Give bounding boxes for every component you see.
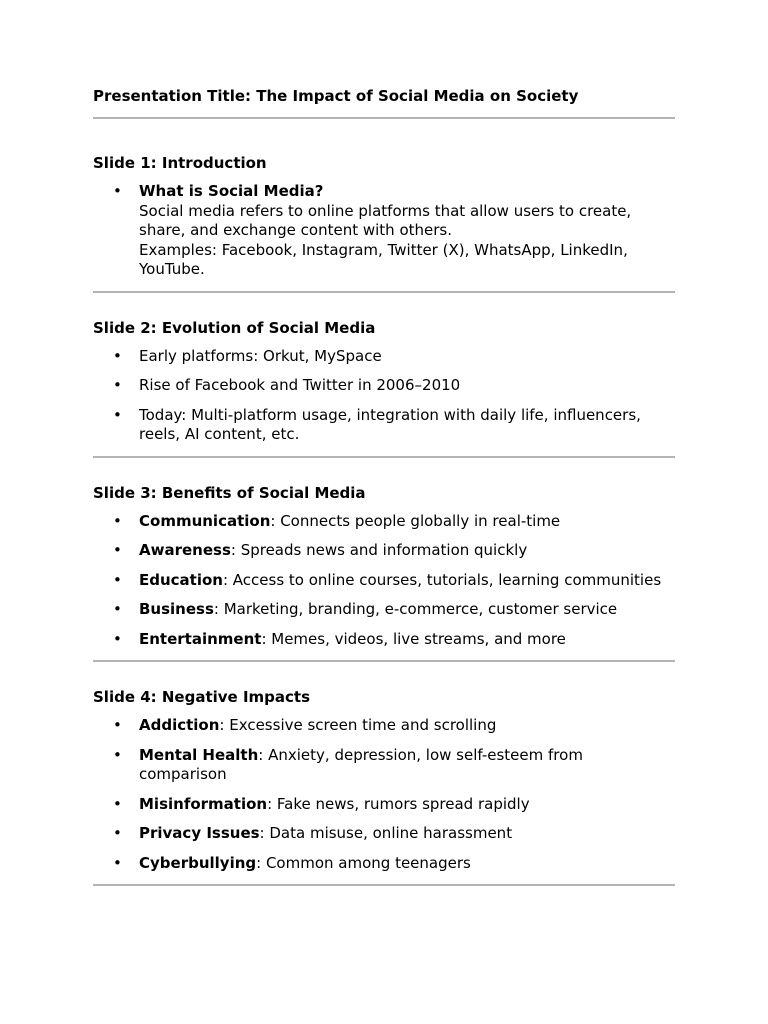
list-item-term: Mental Health	[139, 745, 259, 764]
list-item-term: Communication	[139, 511, 271, 530]
list-item-text: : Access to online courses, tutorials, learning communities	[222, 570, 662, 589]
slide-1-list	[93, 182, 675, 280]
slide-3-section	[93, 483, 675, 663]
slide-3-list	[93, 512, 675, 650]
list-item-text: Today: Multi-platform usage, integration with daily life, influencers, reels, AI content, etc.	[139, 405, 641, 443]
list-item-text: : Common among teenagers	[256, 853, 471, 872]
list-item-text: : Fake news, rumors spread rapidly	[267, 794, 530, 813]
list-item-text: : Excessive screen time and scrolling	[219, 716, 497, 734]
list-item	[93, 854, 675, 874]
slide-4-section	[93, 687, 675, 886]
section-divider	[93, 660, 675, 662]
title-divider	[93, 117, 675, 119]
slide-4-heading: Slide 4: Negative Impacts	[93, 688, 311, 706]
slide-2-list	[93, 347, 675, 445]
list-item-term: Misinformation	[139, 794, 268, 813]
bullet-icon: •	[113, 745, 122, 764]
slide-1-section	[93, 153, 675, 293]
list-item	[93, 795, 675, 815]
bullet-icon: •	[113, 182, 122, 200]
list-item	[93, 746, 675, 785]
section-divider	[93, 456, 675, 458]
section-divider	[93, 291, 675, 293]
list-item-text: : Anxiety, depression, low self-esteem from comparison	[139, 745, 583, 783]
bullet-icon: •	[113, 600, 122, 618]
slide-2-heading: Slide 2: Evolution of Social Media	[93, 318, 376, 337]
bullet-icon: •	[113, 716, 122, 734]
list-item	[93, 630, 675, 650]
list-item-term: Privacy Issues	[139, 824, 260, 842]
list-item-term: Addiction	[139, 716, 220, 734]
list-item-text: : Connects people globally in real-time	[270, 511, 561, 530]
list-item-line: YouTube.	[139, 260, 205, 278]
slide-4-list	[93, 716, 675, 873]
bullet-icon: •	[113, 824, 122, 842]
list-item	[93, 600, 675, 620]
list-item-term: Entertainment	[139, 629, 262, 648]
list-item-line: share, and exchange content with others.	[139, 221, 452, 239]
list-item-text: Early platforms: Orkut, MySpace	[139, 346, 382, 365]
slide-2-section	[93, 318, 675, 458]
list-item-text: : Marketing, branding, e-commerce, customer service	[213, 600, 618, 618]
bullet-icon: •	[113, 629, 122, 648]
list-item	[93, 541, 675, 561]
list-item-line: Social media refers to online platforms that allow users to create,	[139, 201, 632, 220]
list-item-term: Awareness	[139, 541, 231, 559]
list-item-term: Cyberbullying	[139, 853, 257, 872]
list-item	[93, 182, 675, 280]
list-item-text: : Memes, videos, live streams, and more	[261, 629, 566, 648]
list-item	[93, 406, 675, 445]
list-item-term: What is Social Media?	[139, 182, 324, 200]
bullet-icon: •	[113, 853, 122, 872]
bullet-icon: •	[113, 794, 122, 813]
list-item-line: Examples: Facebook, Instagram, Twitter (X), WhatsApp, LinkedIn,	[139, 240, 628, 259]
list-item	[93, 716, 675, 736]
list-item-text: : Data misuse, online harassment	[259, 824, 513, 842]
bullet-icon: •	[113, 405, 122, 424]
list-item-text: : Spreads news and information quickly	[230, 541, 528, 559]
section-divider	[93, 884, 675, 886]
list-item	[93, 347, 675, 367]
list-item	[93, 571, 675, 591]
bullet-icon: •	[113, 346, 122, 365]
document-page	[93, 86, 675, 886]
list-item	[93, 512, 675, 532]
bullet-icon: •	[113, 376, 122, 394]
slide-1-heading: Slide 1: Introduction	[93, 154, 267, 172]
slide-3-heading: Slide 3: Benefits of Social Media	[93, 483, 366, 502]
list-item	[93, 824, 675, 844]
bullet-icon: •	[113, 511, 122, 530]
bullet-icon: •	[113, 541, 122, 559]
list-item-term: Education	[139, 570, 223, 589]
list-item	[93, 376, 675, 396]
document-title: Presentation Title: The Impact of Social Media on Society	[93, 87, 579, 105]
list-item-term: Business	[139, 600, 214, 618]
list-item-text: Rise of Facebook and Twitter in 2006–2010	[139, 376, 461, 394]
bullet-icon: •	[113, 570, 122, 589]
